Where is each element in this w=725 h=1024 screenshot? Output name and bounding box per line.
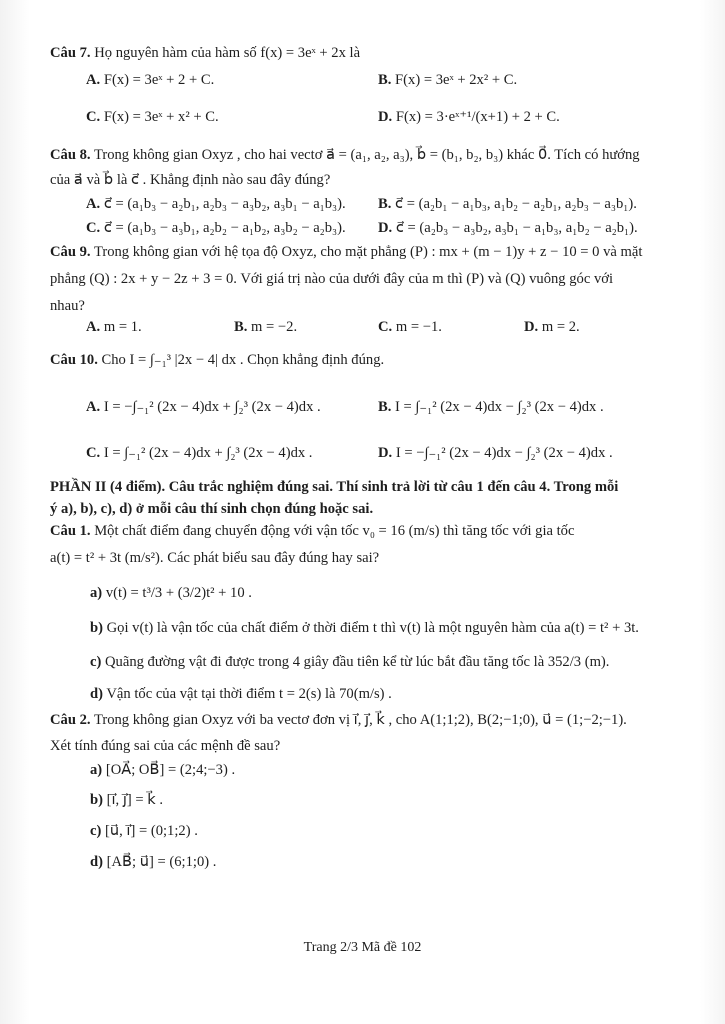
option-text: c⃗ = (a₁b₃ − a₃b₁, a₂b₂ − a₁b₂, a₃b₂ − a₂b₃). (103, 220, 346, 236)
option-text: F(x) = 3eˣ + x² + C. (103, 109, 219, 125)
option-label: B. (234, 319, 248, 335)
q8-option-b (378, 195, 637, 213)
q9-option-a (86, 318, 142, 336)
q8-option-c (86, 219, 346, 237)
question-text-line: Xét tính đúng sai của các mệnh đề sau? (50, 738, 281, 754)
question-text: Trong không gian với hệ tọa độ Oxyz, cho mặt phẳng (P) : mx + (m − 1)y + z − 10 = 0 và mặt (93, 244, 643, 260)
question-label: Câu 2. (50, 712, 91, 728)
q10-option-b (378, 398, 604, 416)
option-text: m = 2. (541, 319, 580, 335)
question-7 (50, 44, 360, 62)
p2-statement-c (90, 822, 198, 840)
question-10 (50, 351, 384, 369)
section-heading-line: ý a), b), c), d) ở mỗi câu thí sinh chọn đúng hoặc sai. (50, 501, 374, 517)
statement-text: [i⃗, j⃗] = k⃗ . (106, 792, 164, 808)
option-text: c⃗ = (a₁b₃ − a₂b₁, a₂b₃ − a₃b₂, a₃b₁ − a₁b₃). (103, 196, 346, 212)
question-9 (50, 243, 642, 261)
q10-option-c (86, 444, 312, 462)
option-label: D. (378, 445, 393, 461)
option-label: C. (86, 109, 101, 125)
p2-statement-d (90, 853, 216, 871)
q9-option-c (378, 318, 442, 336)
question-text: Trong không gian Oxyz , cho hai vectơ a⃗ = (a₁, a₂, a₃), b⃗ = (b₁, b₂, b₃) khác 0⃗. Tích có hướng (93, 147, 640, 163)
question-text-line: phẳng (Q) : 2x + y − 2z + 3 = 0. Với giá trị nào của dưới đây của m thì (P) và (Q) vuông góc với (50, 271, 614, 287)
p2-statement-b (90, 791, 163, 809)
q7-option-a (86, 71, 214, 89)
option-label: B. (378, 72, 392, 88)
option-label: C. (86, 445, 101, 461)
option-label: C. (86, 220, 101, 236)
p1-statement-a (90, 584, 252, 602)
option-label: A. (86, 319, 101, 335)
statement-text: v(t) = t³/3 + (3/2)t² + 10 . (105, 585, 252, 601)
option-text: I = −∫₋₁² (2x − 4)dx + ∫₂³ (2x − 4)dx . (103, 399, 321, 415)
option-label: B. (378, 399, 392, 415)
part2-question-1 (50, 522, 574, 540)
option-text: m = 1. (103, 319, 142, 335)
question-text: Họ nguyên hàm của hàm số f(x) = 3eˣ + 2x là (94, 45, 361, 61)
option-text: c⃗ = (a₂b₃ − a₃b₂, a₃b₁ − a₁b₃, a₁b₂ − a₂b₁). (395, 220, 638, 236)
statement-label: b) (90, 620, 103, 636)
option-label: B. (378, 196, 392, 212)
question-text-line: a(t) = t² + 3t (m/s²). Các phát biểu sau đây đúng hay sai? (50, 550, 380, 566)
q9-option-d (524, 318, 580, 336)
question-text: Cho I = ∫₋₁³ |2x − 4| dx . Chọn khẳng định đúng. (101, 352, 385, 368)
p2-statement-a (90, 761, 235, 779)
option-label: C. (378, 319, 393, 335)
q10-option-a (86, 398, 321, 416)
statement-text: Gọi v(t) là vận tốc của chất điểm ở thời điểm t thì v(t) là một nguyên hàm của a(t) = t² + 3t. (106, 620, 639, 636)
option-text: I = −∫₋₁² (2x − 4)dx − ∫₂³ (2x − 4)dx . (395, 445, 613, 461)
question-8 (50, 146, 640, 164)
question-label: Câu 7. (50, 45, 91, 61)
option-text: I = ∫₋₁² (2x − 4)dx − ∫₂³ (2x − 4)dx . (395, 399, 604, 415)
statement-label: a) (90, 762, 103, 778)
statement-label: c) (90, 654, 102, 670)
q7-option-c (86, 108, 219, 126)
option-label: D. (378, 220, 393, 236)
question-text-line: nhau? (50, 298, 85, 314)
statement-label: a) (90, 585, 103, 601)
option-label: A. (86, 72, 101, 88)
statement-label: b) (90, 792, 103, 808)
statement-label: d) (90, 686, 103, 702)
option-text: m = −2. (251, 319, 298, 335)
option-text: I = ∫₋₁² (2x − 4)dx + ∫₂³ (2x − 4)dx . (103, 445, 313, 461)
q7-option-b (378, 71, 517, 89)
option-label: A. (86, 399, 101, 415)
statement-text: Quãng đường vật đi được trong 4 giây đầu tiên kể từ lúc bắt đầu tăng tốc là 352/3 (m). (105, 654, 610, 670)
q8-option-d (378, 219, 638, 237)
question-text: Một chất điểm đang chuyển động với vận tốc v₀ = 16 (m/s) thì tăng tốc với gia tốc (94, 523, 575, 539)
option-label: D. (378, 109, 393, 125)
option-text: c⃗ = (a₂b₁ − a₁b₃, a₁b₂ − a₂b₁, a₂b₃ − a₃b₁). (395, 196, 637, 212)
p1-statement-c (90, 653, 609, 671)
option-text: m = −1. (395, 319, 442, 335)
question-label: Câu 9. (50, 244, 91, 260)
section-heading: PHẦN II (4 điểm). Câu trắc nghiệm đúng sai. Thí sinh trả lời từ câu 1 đến câu 4. Trong mỗi (50, 479, 619, 495)
p1-statement-d (90, 685, 392, 703)
part2-question-2 (50, 711, 627, 729)
option-label: D. (524, 319, 539, 335)
question-label: Câu 10. (50, 352, 98, 368)
option-label: A. (86, 196, 101, 212)
statement-label: c) (90, 823, 102, 839)
statement-text: [OA⃗; OB⃗] = (2;4;−3) . (105, 762, 236, 778)
q7-option-d (378, 108, 560, 126)
option-text: F(x) = 3eˣ + 2 + C. (103, 72, 215, 88)
statement-text: Vận tốc của vật tại thời điểm t = 2(s) là 70(m/s) . (106, 686, 392, 702)
option-text: F(x) = 3·eˣ⁺¹/(x+1) + 2 + C. (395, 109, 560, 125)
statement-label: d) (90, 854, 103, 870)
statement-text: [u⃗, i⃗] = (0;1;2) . (105, 823, 198, 839)
p1-statement-b (90, 619, 639, 637)
q8-option-a (86, 195, 346, 213)
page-footer: Trang 2/3 Mã đề 102 (303, 940, 422, 955)
question-label: Câu 8. (50, 147, 91, 163)
question-text-line: của a⃗ và b⃗ là c⃗ . Khẳng định nào sau đây đúng? (50, 172, 331, 188)
q9-option-b (234, 318, 297, 336)
question-text: Trong không gian Oxyz với ba vectơ đơn vị i⃗, j⃗, k⃗ , cho A(1;1;2), B(2;−1;0), u⃗ = (1;−2;−1). (93, 712, 627, 728)
q10-option-d (378, 444, 613, 462)
statement-text: [AB⃗; u⃗] = (6;1;0) . (106, 854, 217, 870)
question-label: Câu 1. (50, 523, 91, 539)
option-text: F(x) = 3eˣ + 2x² + C. (395, 72, 518, 88)
